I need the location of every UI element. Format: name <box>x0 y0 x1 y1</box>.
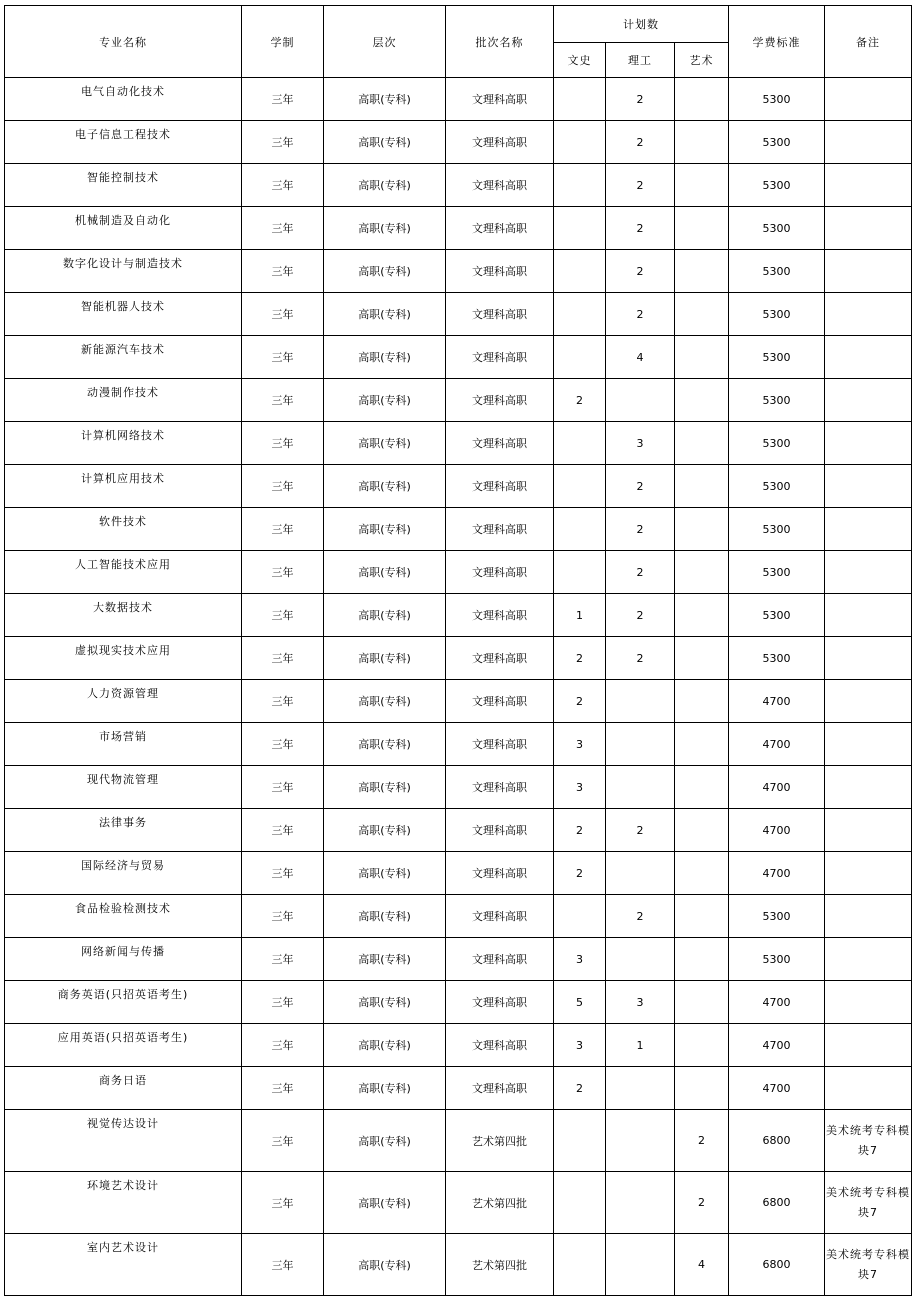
table-row <box>5 809 912 852</box>
level-cell: 高职(专科) <box>324 680 446 723</box>
batch-cell: 文理科高职 <box>446 164 554 207</box>
level-cell: 高职(专科) <box>324 723 446 766</box>
level-cell: 高职(专科) <box>324 293 446 336</box>
plan-ligong-cell <box>606 1234 675 1296</box>
plan-wenshi-cell <box>554 551 606 594</box>
note-cell <box>825 895 912 938</box>
note-cell <box>825 981 912 1024</box>
duration-cell: 三年 <box>242 1067 324 1110</box>
tuition-cell: 5300 <box>729 207 825 250</box>
plan-yishu-cell <box>675 895 729 938</box>
level-cell: 高职(专科) <box>324 207 446 250</box>
table-row <box>5 594 912 637</box>
plan-ligong-cell <box>606 723 675 766</box>
plan-wenshi-cell <box>554 422 606 465</box>
level-cell: 高职(专科) <box>324 121 446 164</box>
major-cell: 应用英语(只招英语考生) <box>5 1024 242 1067</box>
plan-yishu-cell: 4 <box>675 1234 729 1296</box>
note-cell <box>825 637 912 680</box>
duration-cell: 三年 <box>242 1172 324 1234</box>
plan-yishu-cell <box>675 852 729 895</box>
major-cell: 计算机网络技术 <box>5 422 242 465</box>
plan-wenshi-cell: 2 <box>554 379 606 422</box>
major-cell: 电气自动化技术 <box>5 78 242 121</box>
table-row <box>5 723 912 766</box>
plan-ligong-cell: 2 <box>606 250 675 293</box>
major-cell: 动漫制作技术 <box>5 379 242 422</box>
duration-cell: 三年 <box>242 551 324 594</box>
plan-wenshi-cell <box>554 895 606 938</box>
header-duration: 学制 <box>242 6 324 78</box>
batch-cell: 文理科高职 <box>446 852 554 895</box>
batch-cell: 文理科高职 <box>446 78 554 121</box>
tuition-cell: 5300 <box>729 465 825 508</box>
level-cell: 高职(专科) <box>324 895 446 938</box>
plan-wenshi-cell: 5 <box>554 981 606 1024</box>
plan-yishu-cell <box>675 723 729 766</box>
level-cell: 高职(专科) <box>324 981 446 1024</box>
plan-wenshi-cell: 2 <box>554 637 606 680</box>
duration-cell: 三年 <box>242 680 324 723</box>
duration-cell: 三年 <box>242 852 324 895</box>
plan-wenshi-cell <box>554 121 606 164</box>
duration-cell: 三年 <box>242 250 324 293</box>
note-cell <box>825 1024 912 1067</box>
tuition-cell: 5300 <box>729 938 825 981</box>
plan-wenshi-cell: 2 <box>554 680 606 723</box>
plan-wenshi-cell: 3 <box>554 938 606 981</box>
batch-cell: 文理科高职 <box>446 293 554 336</box>
note-cell <box>825 594 912 637</box>
level-cell: 高职(专科) <box>324 250 446 293</box>
plan-ligong-cell: 2 <box>606 637 675 680</box>
level-cell: 高职(专科) <box>324 1067 446 1110</box>
plan-yishu-cell <box>675 1067 729 1110</box>
tuition-cell: 4700 <box>729 981 825 1024</box>
duration-cell: 三年 <box>242 78 324 121</box>
major-cell: 大数据技术 <box>5 594 242 637</box>
tuition-cell: 4700 <box>729 1067 825 1110</box>
plan-ligong-cell: 2 <box>606 594 675 637</box>
table-row <box>5 508 912 551</box>
level-cell: 高职(专科) <box>324 465 446 508</box>
batch-cell: 文理科高职 <box>446 465 554 508</box>
plan-wenshi-cell <box>554 164 606 207</box>
table-row <box>5 207 912 250</box>
plan-wenshi-cell <box>554 508 606 551</box>
plan-yishu-cell <box>675 766 729 809</box>
major-cell: 现代物流管理 <box>5 766 242 809</box>
header-plan-yishu: 艺术 <box>675 43 729 78</box>
level-cell: 高职(专科) <box>324 508 446 551</box>
header-plan-wenshi: 文史 <box>554 43 606 78</box>
note-cell <box>825 766 912 809</box>
plan-yishu-cell <box>675 1024 729 1067</box>
tuition-cell: 5300 <box>729 164 825 207</box>
note-cell <box>825 422 912 465</box>
table-body <box>5 78 912 1296</box>
note-cell <box>825 465 912 508</box>
duration-cell: 三年 <box>242 207 324 250</box>
level-cell: 高职(专科) <box>324 379 446 422</box>
batch-cell: 文理科高职 <box>446 508 554 551</box>
level-cell: 高职(专科) <box>324 594 446 637</box>
plan-ligong-cell: 3 <box>606 981 675 1024</box>
major-cell: 智能机器人技术 <box>5 293 242 336</box>
note-cell <box>825 164 912 207</box>
tuition-cell: 5300 <box>729 895 825 938</box>
major-cell: 法律事务 <box>5 809 242 852</box>
tuition-cell: 5300 <box>729 250 825 293</box>
plan-ligong-cell: 3 <box>606 422 675 465</box>
plan-ligong-cell: 2 <box>606 164 675 207</box>
plan-ligong-cell: 2 <box>606 895 675 938</box>
plan-ligong-cell <box>606 766 675 809</box>
batch-cell: 文理科高职 <box>446 766 554 809</box>
note-cell <box>825 207 912 250</box>
duration-cell: 三年 <box>242 594 324 637</box>
batch-cell: 文理科高职 <box>446 680 554 723</box>
tuition-cell: 6800 <box>729 1172 825 1234</box>
plan-ligong-cell <box>606 1172 675 1234</box>
plan-wenshi-cell <box>554 1234 606 1296</box>
major-cell: 新能源汽车技术 <box>5 336 242 379</box>
duration-cell: 三年 <box>242 465 324 508</box>
table-row <box>5 78 912 121</box>
plan-wenshi-cell <box>554 78 606 121</box>
batch-cell: 文理科高职 <box>446 981 554 1024</box>
major-cell: 软件技术 <box>5 508 242 551</box>
note-cell <box>825 938 912 981</box>
batch-cell: 文理科高职 <box>446 551 554 594</box>
tuition-cell: 5300 <box>729 379 825 422</box>
plan-yishu-cell <box>675 637 729 680</box>
batch-cell: 文理科高职 <box>446 250 554 293</box>
major-cell: 室内艺术设计 <box>5 1234 242 1296</box>
header-plan: 计划数 <box>554 6 729 43</box>
plan-wenshi-cell: 1 <box>554 594 606 637</box>
plan-ligong-cell <box>606 938 675 981</box>
level-cell: 高职(专科) <box>324 1172 446 1234</box>
batch-cell: 文理科高职 <box>446 1024 554 1067</box>
batch-cell: 文理科高职 <box>446 809 554 852</box>
table-row <box>5 293 912 336</box>
major-cell: 机械制造及自动化 <box>5 207 242 250</box>
plan-ligong-cell: 2 <box>606 551 675 594</box>
level-cell: 高职(专科) <box>324 766 446 809</box>
batch-cell: 文理科高职 <box>446 379 554 422</box>
plan-yishu-cell <box>675 508 729 551</box>
plan-ligong-cell: 2 <box>606 293 675 336</box>
level-cell: 高职(专科) <box>324 1234 446 1296</box>
table-row <box>5 164 912 207</box>
duration-cell: 三年 <box>242 508 324 551</box>
tuition-cell: 4700 <box>729 680 825 723</box>
plan-ligong-cell <box>606 852 675 895</box>
duration-cell: 三年 <box>242 895 324 938</box>
major-cell: 环境艺术设计 <box>5 1172 242 1234</box>
tuition-cell: 4700 <box>729 1024 825 1067</box>
batch-cell: 艺术第四批 <box>446 1172 554 1234</box>
major-cell: 商务英语(只招英语考生) <box>5 981 242 1024</box>
major-cell: 智能控制技术 <box>5 164 242 207</box>
batch-cell: 文理科高职 <box>446 938 554 981</box>
level-cell: 高职(专科) <box>324 938 446 981</box>
plan-yishu-cell <box>675 293 729 336</box>
duration-cell: 三年 <box>242 1024 324 1067</box>
note-cell <box>825 121 912 164</box>
level-cell: 高职(专科) <box>324 551 446 594</box>
level-cell: 高职(专科) <box>324 164 446 207</box>
major-cell: 人力资源管理 <box>5 680 242 723</box>
enrollment-plan-table <box>4 5 912 1296</box>
duration-cell: 三年 <box>242 422 324 465</box>
level-cell: 高职(专科) <box>324 637 446 680</box>
header-major: 专业名称 <box>5 6 242 78</box>
table-row <box>5 981 912 1024</box>
level-cell: 高职(专科) <box>324 1110 446 1172</box>
major-cell: 商务日语 <box>5 1067 242 1110</box>
tuition-cell: 4700 <box>729 852 825 895</box>
header-tuition: 学费标准 <box>729 6 825 78</box>
tuition-cell: 5300 <box>729 508 825 551</box>
header-plan-ligong: 理工 <box>606 43 675 78</box>
plan-ligong-cell <box>606 680 675 723</box>
major-cell: 人工智能技术应用 <box>5 551 242 594</box>
table-row <box>5 250 912 293</box>
plan-wenshi-cell <box>554 1110 606 1172</box>
plan-ligong-cell <box>606 1067 675 1110</box>
plan-wenshi-cell <box>554 207 606 250</box>
note-cell <box>825 809 912 852</box>
batch-cell: 文理科高职 <box>446 637 554 680</box>
tuition-cell: 5300 <box>729 293 825 336</box>
duration-cell: 三年 <box>242 938 324 981</box>
plan-wenshi-cell <box>554 465 606 508</box>
batch-cell: 文理科高职 <box>446 336 554 379</box>
plan-yishu-cell <box>675 207 729 250</box>
plan-wenshi-cell <box>554 293 606 336</box>
major-cell: 虚拟现实技术应用 <box>5 637 242 680</box>
table-row <box>5 1024 912 1067</box>
plan-wenshi-cell: 3 <box>554 723 606 766</box>
plan-ligong-cell: 2 <box>606 809 675 852</box>
table-row <box>5 1172 912 1234</box>
tuition-cell: 5300 <box>729 637 825 680</box>
header-level: 层次 <box>324 6 446 78</box>
table-row <box>5 379 912 422</box>
duration-cell: 三年 <box>242 723 324 766</box>
duration-cell: 三年 <box>242 766 324 809</box>
major-cell: 市场营销 <box>5 723 242 766</box>
batch-cell: 文理科高职 <box>446 121 554 164</box>
table-row <box>5 680 912 723</box>
batch-cell: 艺术第四批 <box>446 1234 554 1296</box>
major-cell: 网络新闻与传播 <box>5 938 242 981</box>
batch-cell: 文理科高职 <box>446 723 554 766</box>
plan-yishu-cell <box>675 250 729 293</box>
plan-yishu-cell <box>675 981 729 1024</box>
plan-yishu-cell <box>675 594 729 637</box>
major-cell: 计算机应用技术 <box>5 465 242 508</box>
batch-cell: 文理科高职 <box>446 895 554 938</box>
plan-yishu-cell <box>675 78 729 121</box>
note-cell: 美术统考专科模块7 <box>825 1172 912 1234</box>
header-note: 备注 <box>825 6 912 78</box>
duration-cell: 三年 <box>242 293 324 336</box>
level-cell: 高职(专科) <box>324 336 446 379</box>
batch-cell: 文理科高职 <box>446 594 554 637</box>
table-row <box>5 422 912 465</box>
tuition-cell: 5300 <box>729 336 825 379</box>
table-header <box>5 6 912 78</box>
table-row <box>5 895 912 938</box>
plan-ligong-cell: 2 <box>606 121 675 164</box>
duration-cell: 三年 <box>242 1234 324 1296</box>
batch-cell: 文理科高职 <box>446 422 554 465</box>
plan-wenshi-cell <box>554 250 606 293</box>
tuition-cell: 6800 <box>729 1110 825 1172</box>
tuition-cell: 4700 <box>729 766 825 809</box>
duration-cell: 三年 <box>242 981 324 1024</box>
plan-wenshi-cell: 3 <box>554 766 606 809</box>
plan-yishu-cell <box>675 809 729 852</box>
plan-yishu-cell <box>675 422 729 465</box>
plan-ligong-cell: 2 <box>606 78 675 121</box>
duration-cell: 三年 <box>242 379 324 422</box>
plan-ligong-cell: 2 <box>606 465 675 508</box>
duration-cell: 三年 <box>242 336 324 379</box>
plan-wenshi-cell: 3 <box>554 1024 606 1067</box>
note-cell <box>825 723 912 766</box>
plan-yishu-cell: 2 <box>675 1172 729 1234</box>
duration-cell: 三年 <box>242 1110 324 1172</box>
plan-wenshi-cell: 2 <box>554 1067 606 1110</box>
note-cell <box>825 852 912 895</box>
plan-wenshi-cell: 2 <box>554 809 606 852</box>
plan-ligong-cell <box>606 379 675 422</box>
duration-cell: 三年 <box>242 121 324 164</box>
note-cell <box>825 250 912 293</box>
tuition-cell: 5300 <box>729 551 825 594</box>
note-cell <box>825 78 912 121</box>
duration-cell: 三年 <box>242 164 324 207</box>
note-cell <box>825 1067 912 1110</box>
plan-yishu-cell <box>675 680 729 723</box>
plan-ligong-cell: 1 <box>606 1024 675 1067</box>
level-cell: 高职(专科) <box>324 422 446 465</box>
note-cell <box>825 336 912 379</box>
plan-wenshi-cell <box>554 1172 606 1234</box>
plan-yishu-cell: 2 <box>675 1110 729 1172</box>
tuition-cell: 5300 <box>729 78 825 121</box>
table-row <box>5 1067 912 1110</box>
duration-cell: 三年 <box>242 809 324 852</box>
plan-yishu-cell <box>675 938 729 981</box>
tuition-cell: 5300 <box>729 121 825 164</box>
plan-ligong-cell: 2 <box>606 508 675 551</box>
table-row <box>5 938 912 981</box>
plan-yishu-cell <box>675 465 729 508</box>
note-cell <box>825 379 912 422</box>
major-cell: 食品检验检测技术 <box>5 895 242 938</box>
note-cell: 美术统考专科模块7 <box>825 1234 912 1296</box>
note-cell <box>825 293 912 336</box>
table-row <box>5 1110 912 1172</box>
plan-ligong-cell: 4 <box>606 336 675 379</box>
tuition-cell: 4700 <box>729 809 825 852</box>
major-cell: 数字化设计与制造技术 <box>5 250 242 293</box>
table-row <box>5 1234 912 1296</box>
batch-cell: 文理科高职 <box>446 207 554 250</box>
tuition-cell: 5300 <box>729 594 825 637</box>
level-cell: 高职(专科) <box>324 809 446 852</box>
plan-yishu-cell <box>675 164 729 207</box>
plan-ligong-cell: 2 <box>606 207 675 250</box>
table-row <box>5 766 912 809</box>
table-row <box>5 551 912 594</box>
major-cell: 视觉传达设计 <box>5 1110 242 1172</box>
plan-yishu-cell <box>675 379 729 422</box>
header-batch: 批次名称 <box>446 6 554 78</box>
plan-yishu-cell <box>675 551 729 594</box>
tuition-cell: 6800 <box>729 1234 825 1296</box>
note-cell <box>825 680 912 723</box>
table-row <box>5 637 912 680</box>
plan-yishu-cell <box>675 121 729 164</box>
note-cell <box>825 551 912 594</box>
table-row <box>5 336 912 379</box>
level-cell: 高职(专科) <box>324 78 446 121</box>
batch-cell: 文理科高职 <box>446 1067 554 1110</box>
plan-yishu-cell <box>675 336 729 379</box>
tuition-cell: 5300 <box>729 422 825 465</box>
major-cell: 电子信息工程技术 <box>5 121 242 164</box>
plan-ligong-cell <box>606 1110 675 1172</box>
major-cell: 国际经济与贸易 <box>5 852 242 895</box>
batch-cell: 艺术第四批 <box>446 1110 554 1172</box>
level-cell: 高职(专科) <box>324 852 446 895</box>
table-row <box>5 465 912 508</box>
plan-wenshi-cell <box>554 336 606 379</box>
duration-cell: 三年 <box>242 637 324 680</box>
note-cell: 美术统考专科模块7 <box>825 1110 912 1172</box>
table-row <box>5 852 912 895</box>
note-cell <box>825 508 912 551</box>
plan-wenshi-cell: 2 <box>554 852 606 895</box>
tuition-cell: 4700 <box>729 723 825 766</box>
table-row <box>5 121 912 164</box>
level-cell: 高职(专科) <box>324 1024 446 1067</box>
